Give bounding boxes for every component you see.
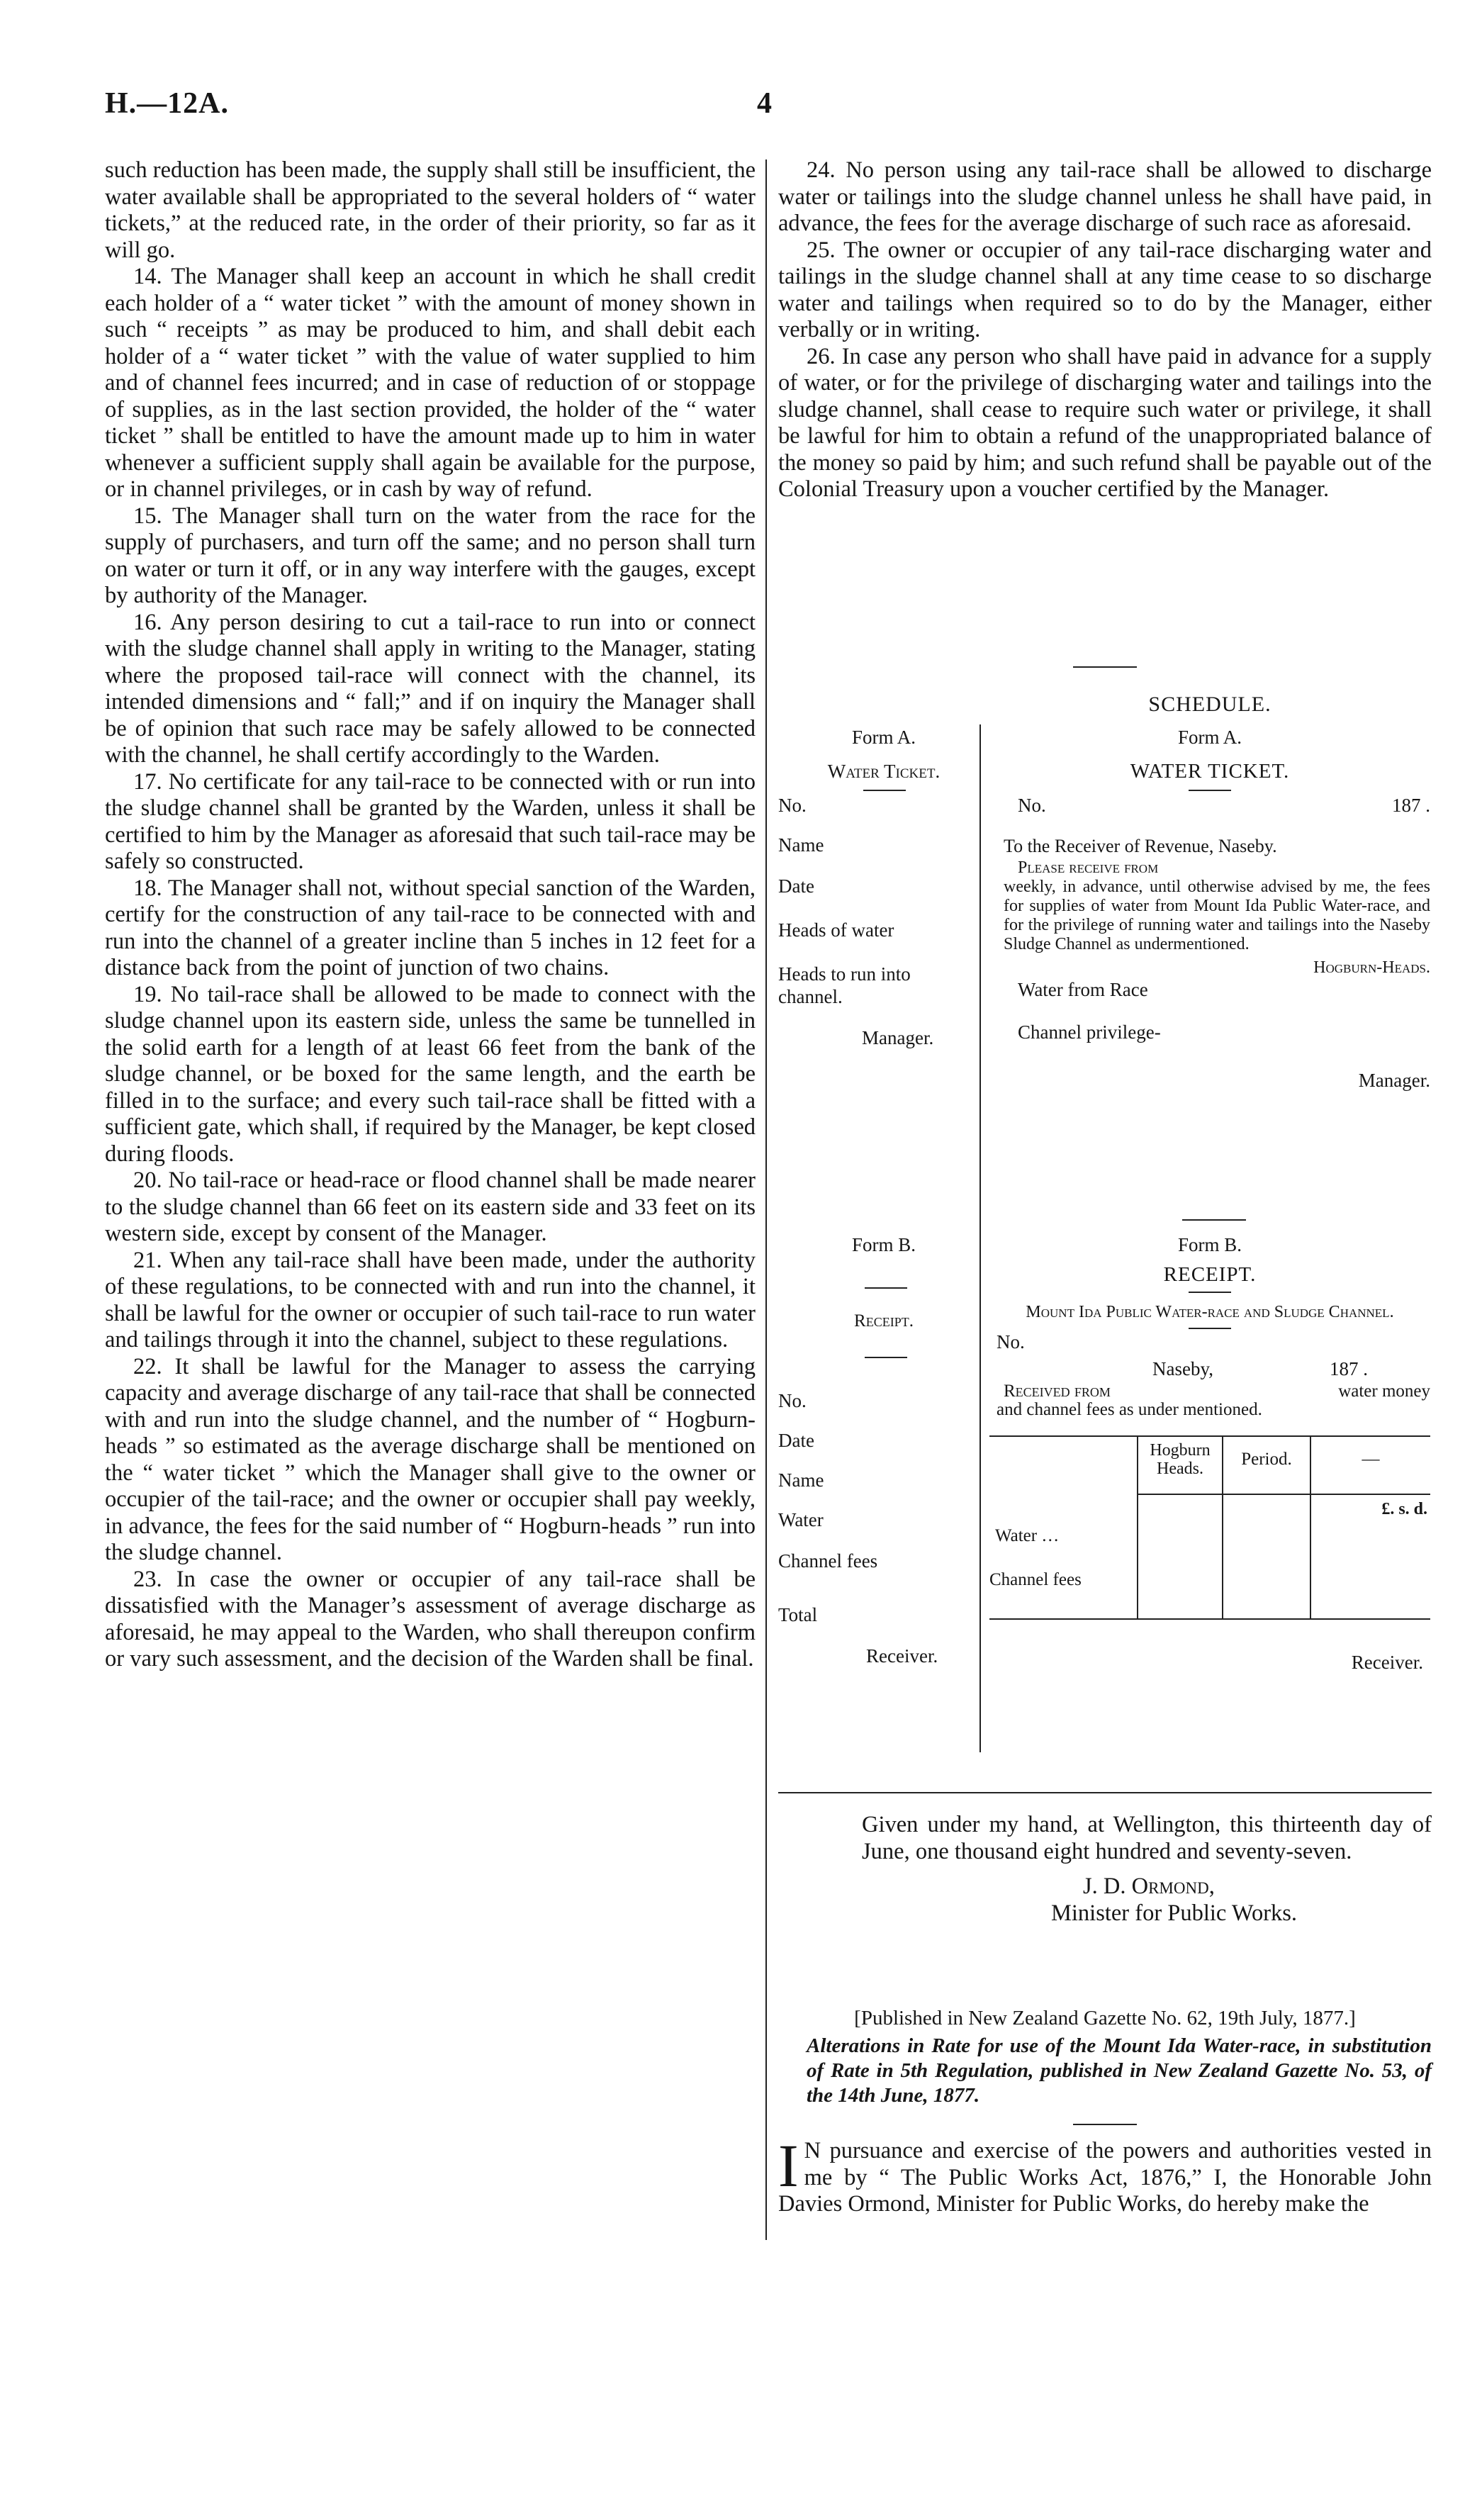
stub-field-no: No.: [778, 795, 807, 816]
form-b-rule-2: [1189, 1328, 1231, 1329]
alterations-heading: Alterations in Rate for use of the Mount Ida Water-race, in substitution of Rate in 5th Regulation, published in New Zealand Gazette No. 53, of the 14th June, 1877.: [807, 2034, 1432, 2107]
drop-cap: I: [778, 2132, 799, 2200]
schedule-bottom-rule: [778, 1792, 1432, 1793]
section-25: 25. The owner or occupier of any tail-race discharging water and tailings in the sludge channel shall at any time cease to so discharge water and tailings when required so to do by the Manager, either verbally or in writing.: [778, 237, 1432, 342]
right-column: [778, 157, 1432, 503]
receipt-col-2: [1222, 1435, 1223, 1620]
receipt-table-top-rule: [989, 1435, 1430, 1437]
form-b-received-line: [989, 1380, 1430, 1400]
form-b-label: Form B.: [1177, 1234, 1242, 1255]
receipt-col-1: [1137, 1435, 1138, 1620]
form-b-stub-sign: Receiver.: [866, 1645, 938, 1667]
form-b-stub: [778, 1233, 975, 1667]
signatory-name: J. D. Ormond,: [1083, 1874, 1215, 1899]
form-a-stub-sign: Manager.: [862, 1027, 934, 1048]
receipt-row-channel-fees: Channel fees: [989, 1570, 1082, 1589]
section-15: 15. The Manager shall turn on the water from the race for the supply of purchasers, and turn off the same; and no person shall turn on water or turn it off, or in any way interfere with the gauges, except by authority of the Manager.: [105, 503, 756, 608]
stub-b-field-no: No.: [778, 1390, 807, 1411]
section-18: 18. The Manager shall not, without special sanction of the Warden, certify for the construction of any tail-race to be connected with and run into the channel of a greater incline than 5 inches in 12 feet for a distance back from the point of junction of two chains.: [105, 875, 756, 980]
column-divider: [765, 159, 767, 2240]
published-block: [778, 2006, 1432, 2218]
schedule: [778, 666, 1432, 1808]
published-line: [Published in New Zealand Gazette No. 62, 19th July, 1877.]: [854, 2007, 1356, 2029]
stub-field-date: Date: [778, 875, 814, 897]
form-a-title: WATER TICKET.: [1130, 760, 1290, 783]
receipt-header-period: Period.: [1241, 1450, 1292, 1469]
section-22: 22. It shall be lawful for the Manager to assess the carrying capacity and average discharge of any tail-race that shall be connected with and run into the sludge channel, and the number of “ Hogburn-heads ” so estimated as the average discharge shall be mentioned on the “ water ticket ” which the Manager shall give to the owner or occupier of the tail-race; and the owner or occupier shall pay weekly, in advance, the fees for the said number of “ Hogburn-heads ” run into the sludge channel.: [105, 1353, 756, 1565]
form-a-rule: [1189, 790, 1231, 791]
stub-field-heads-to-run: Heads to run into channel.: [778, 963, 911, 1007]
form-a-stub-title: Water Ticket.: [827, 761, 941, 782]
page-number: 4: [757, 87, 772, 120]
form-a: [989, 726, 1430, 1092]
form-a-body: weekly, in advance, until otherwise advised by me, the fees for supplies of water from Mount Ida Public Water-race, and for the privilege of running water and tailings into the Naseby Sludge Channel as undermentioned.: [1004, 878, 1430, 953]
section-19: 19. No tail-race shall be allowed to be made to connect with the sludge channel upon its eastern side, unless the same be tunnelled in the solid earth for a length of at least 66 feet from the bank of the sludge channel, or be boxed for the same length, and the earth be filled in to the surface; and every such tail-race shall be fitted with a sufficient gate, which shall, if required by the Manager, be kept closed during floods.: [105, 981, 756, 1167]
receipt-col-3: [1310, 1435, 1311, 1620]
section-20: 20. No tail-race or head-race or flood channel shall be made nearer to the sludge channel than 66 feet on its eastern side and 33 feet on its western side, except by consent of the Manager.: [105, 1167, 756, 1246]
form-b-naseby: Naseby,: [1152, 1358, 1213, 1379]
stub-field-heads: Heads of water: [778, 919, 894, 941]
section-26: 26. In case any person who shall have paid in advance for a supply of water, or for the privilege of discharging water and tailings into the sludge channel, shall cease to require such water or privilege, it shall be lawful for him to obtain a refund of the unappropriated balance of the money so paid by him; and such refund shall be payable out of the Colonial Treasury upon a voucher certified by the Manager.: [778, 343, 1432, 502]
section-24: 24. No person using any tail-race shall be allowed to discharge water or tailings into the sludge channel unless he shall have paid, in advance, the fees for the average discharge of such race as aforesaid.: [778, 157, 1432, 236]
receipt-row-water: Water …: [995, 1526, 1060, 1545]
form-a-channel-privilege: Channel privilege-: [1018, 1021, 1161, 1043]
paragraph-continued: such reduction has been made, the supply shall still be insufficient, the water available shall be appropriated to the several holders of “ water tickets,” at the reduced rate, in the order of their priority, so far as it will go.: [105, 157, 756, 263]
receipt-table-bottom-rule: [989, 1618, 1430, 1620]
form-a-stub: [778, 726, 975, 1049]
form-a-to-receiver: To the Receiver of Revenue, Naseby.: [1004, 836, 1277, 856]
stub-b-field-water: Water: [778, 1509, 824, 1530]
pursuance-paragraph: [778, 2132, 1432, 2218]
form-b-heading: Mount Ida Public Water-race and Sludge Channel.: [1026, 1303, 1394, 1321]
section-17: 17. No certificate for any tail-race to be connected with or run into the sludge channel shall be granted by the Warden, unless it shall be certified to him by the Manager as aforesaid that such tail-race may be safely so constructed.: [105, 768, 756, 874]
section-23: 23. In case the owner or occupier of any tail-race shall be dissatisfied with the Manager’s assessment of average discharge as aforesaid, he may appeal to the Warden, who shall thereupon confirm or vary such assessment, and the decision of the Warden shall be final.: [105, 1566, 756, 1671]
form-a-label: Form A.: [1177, 727, 1242, 748]
form-b-no: No.: [997, 1331, 1025, 1353]
given-text: Given under my hand, at Wellington, this thirteenth day of June, one thousand eight hundred and seventy-seven.: [862, 1812, 1432, 1864]
form-b-sign: Receiver.: [1351, 1652, 1423, 1673]
form-b: [989, 1233, 1430, 1674]
schedule-top-rule: [1073, 666, 1137, 668]
given-block: [778, 1812, 1432, 1927]
pursuance-text: N pursuance and exercise of the powers and authorities vested in me by “ The Public Works Act, 1876,” I, the Honorable John Davies Ormond, Minister for Public Works, do hereby make the: [778, 2138, 1432, 2217]
form-b-rule: [1189, 1292, 1231, 1293]
form-b-year: 187 .: [1330, 1358, 1368, 1379]
receipt-table: [989, 1435, 1430, 1620]
receipt-money-heading: £. s. d.: [1381, 1500, 1427, 1518]
section-21: 21. When any tail-race shall have been made, under the authority of these regulations, to be connected with and run into the channel, it shall be lawful for the owner or occupier of such tail-race to run water and tailings through it into the channel, subject to these regulations.: [105, 1247, 756, 1353]
form-b-stub-title: Receipt.: [854, 1311, 914, 1331]
stub-b-field-channel-fees: Channel fees: [778, 1550, 878, 1572]
section-16: 16. Any person desiring to cut a tail-race to run into or connect with the sludge channel shall apply in writing to the Manager, stating where the proposed tail-race will connect with the channel, its intended dimensions and “ fall;” and if on inquiry the Manager shall be of opinion that such race may be safely allowed to be connected with the channel, he shall certify accordingly to the Warden.: [105, 609, 756, 768]
stub-b-field-total: Total: [778, 1604, 818, 1625]
form-b-received-from: Received from: [1004, 1382, 1111, 1401]
form-b-date-line: [989, 1357, 1430, 1380]
form-b-water-money: water money: [1338, 1382, 1430, 1401]
form-a-hogburn-heads: Hogburn-Heads.: [1313, 958, 1430, 977]
form-a-sign: Manager.: [1358, 1070, 1430, 1091]
form-b-and-fees: and channel fees as under mentioned.: [997, 1400, 1262, 1419]
form-b-title: RECEIPT.: [1163, 1263, 1257, 1286]
receipt-header-hogburn: Hogburn Heads.: [1150, 1441, 1211, 1478]
form-b-stub-rule-1: [865, 1287, 907, 1289]
published-rule: [1073, 2124, 1137, 2125]
form-a-please-receive: Please receive from: [1018, 858, 1159, 877]
form-a-number-line: [989, 794, 1430, 818]
form-a-b-separator: [1182, 1219, 1246, 1221]
form-a-year: 187 .: [1392, 795, 1430, 816]
receipt-header-rule: [1137, 1494, 1430, 1495]
page-section-code: H.—12A.: [105, 87, 229, 120]
form-a-no: No.: [1018, 795, 1046, 816]
schedule-title: SCHEDULE.: [1148, 693, 1272, 716]
receipt-header-dash: —: [1362, 1450, 1380, 1469]
stub-field-name: Name: [778, 834, 824, 856]
stub-b-field-date: Date: [778, 1430, 814, 1451]
section-14: 14. The Manager shall keep an account in which he shall credit each holder of a “ water ticket ” with the amount of money shown in such “ receipts ” as may be produced to him, and shall debit each holder of a “ water ticket ” with the value of water supplied to him and of channel fees incurred; and in case of reduction of or stoppage of supplies, as in the last section provided, the holder of the “ water ticket ” shall be entitled to have the amount made up to him in water whenever a sufficient supply shall again be available for the purpose, or in channel privileges, or in cash by way of refund.: [105, 264, 756, 502]
form-b-stub-label: Form B.: [851, 1234, 916, 1255]
signatory-title: Minister for Public Works.: [1051, 1900, 1298, 1926]
form-a-stub-label: Form A.: [851, 727, 916, 748]
form-a-water-from-race: Water from Race: [1018, 979, 1148, 1000]
form-a-stub-rule: [863, 790, 906, 791]
left-column: [105, 157, 756, 1673]
stub-b-field-name: Name: [778, 1469, 824, 1491]
schedule-stub-divider: [979, 724, 981, 1752]
form-b-stub-rule-2: [865, 1357, 907, 1358]
